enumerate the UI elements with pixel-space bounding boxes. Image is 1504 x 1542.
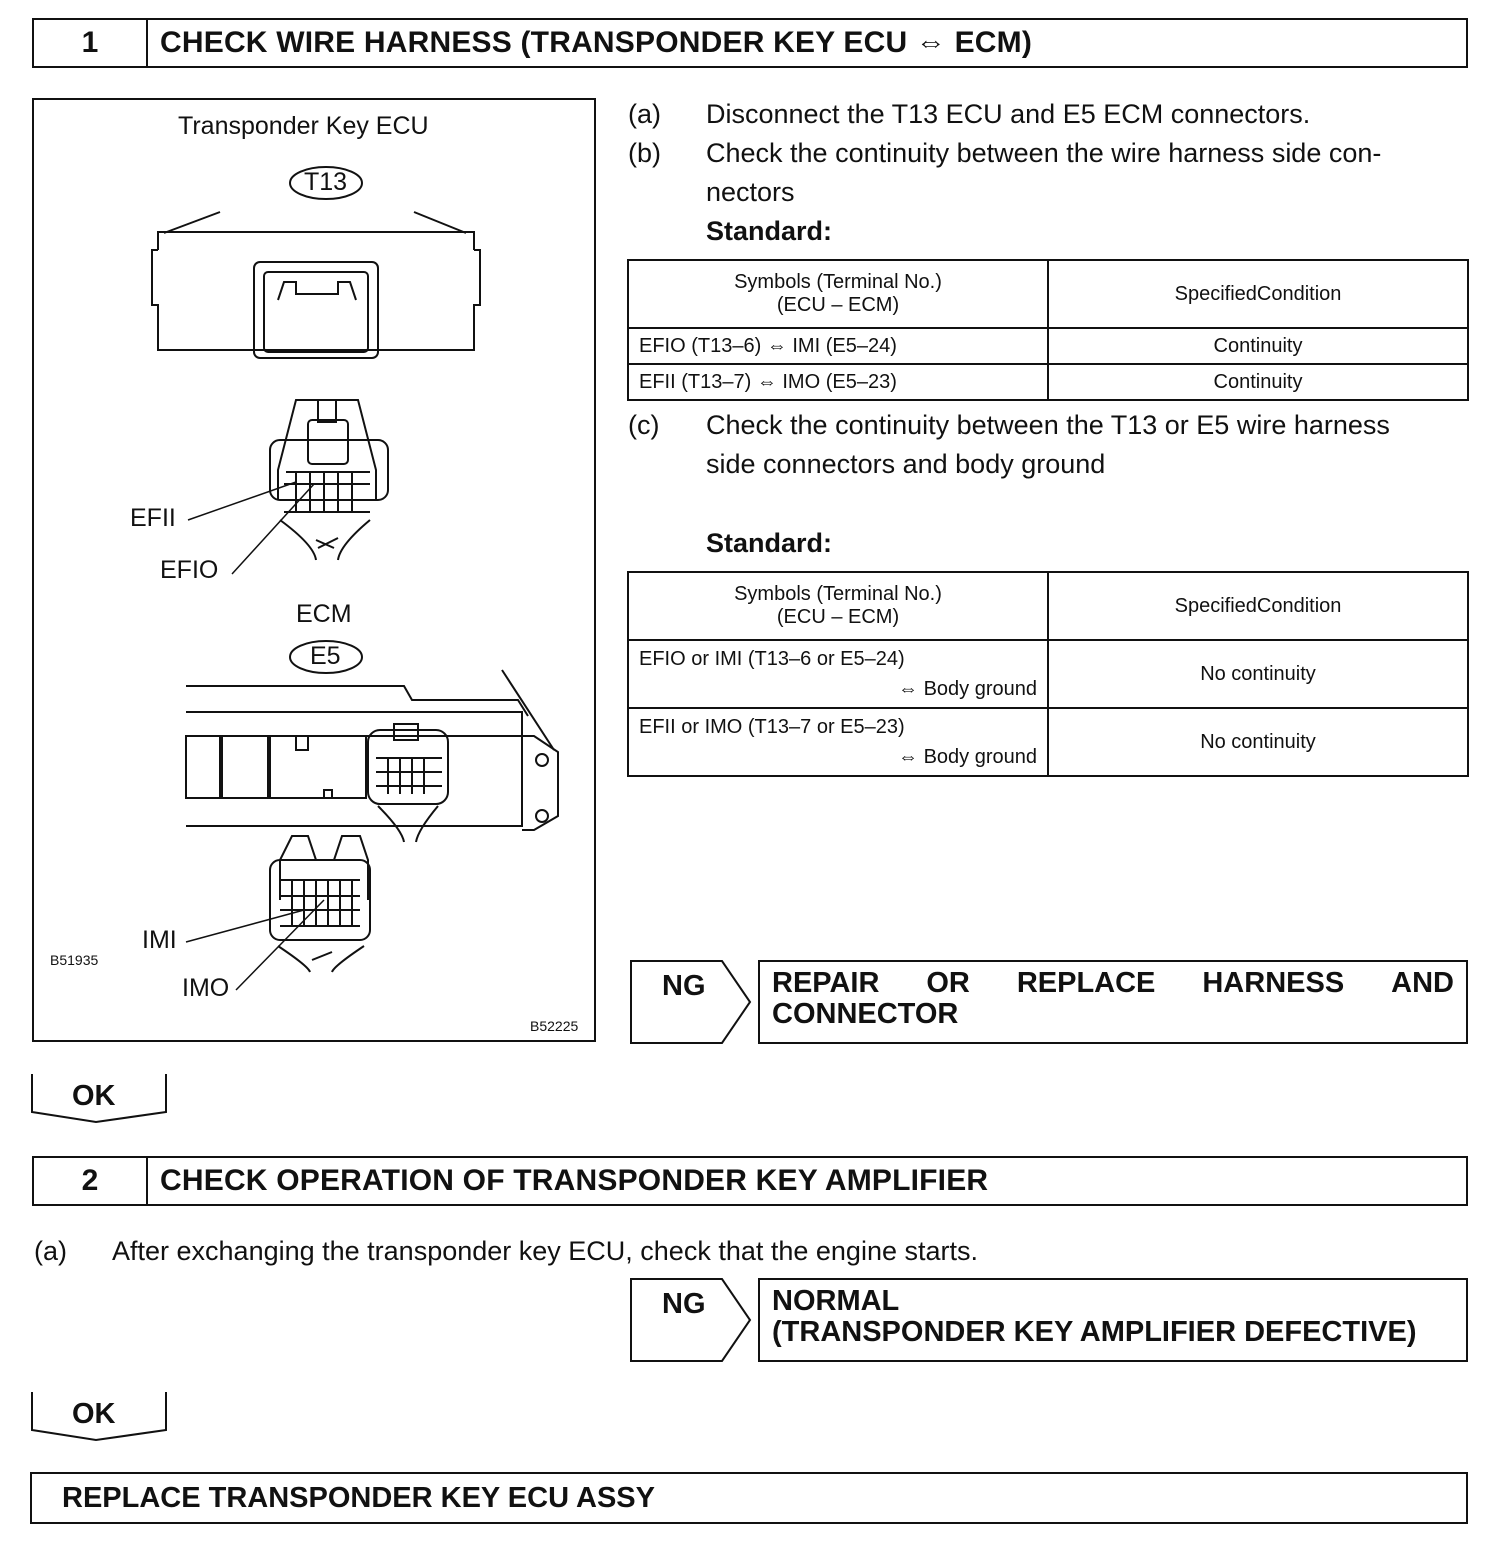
step-c: [628, 406, 1478, 486]
ng-result-2: [758, 1278, 1468, 1362]
table1-row2-condition: Continuity: [1048, 364, 1468, 400]
figure-title-ecm: ECM: [296, 600, 352, 628]
label-imo: IMO: [182, 974, 230, 1002]
ng-result-1: [758, 960, 1468, 1044]
figure-title-ecu: Transponder Key ECU: [178, 112, 429, 140]
section2-step-a: [34, 1232, 1434, 1272]
imo-leader: [236, 900, 324, 990]
step-c-text-line2: side connectors and body ground: [706, 449, 1106, 479]
ng-result-1-line2: CONNECTOR: [772, 998, 959, 1030]
ok-indicator-1: [30, 1072, 168, 1124]
table-row: [628, 364, 1468, 400]
section2-title: CHECK OPERATION OF TRANSPONDER KEY AMPLIFIER: [160, 1164, 989, 1197]
transponder-ecu-body: [152, 212, 480, 358]
section2-step-a-label: (a): [34, 1236, 67, 1266]
table2-row1-symbols: EFIO or IMI (T13–6 or E5–24) ⇔ Body ground: [628, 640, 1048, 708]
table-row: [628, 640, 1468, 708]
step-b-label: (b): [628, 138, 661, 168]
ok-indicator-2: [30, 1390, 168, 1442]
connector-drawings: [34, 100, 594, 1040]
table2-header-symbols: Symbols (Terminal No.) (ECU – ECM): [628, 572, 1048, 640]
section1-number: 1: [34, 20, 148, 66]
step-b-text-line1: Check the continuity between the wire harness side con-: [706, 138, 1382, 168]
ecm-body: [186, 670, 558, 842]
step-b: [628, 134, 1478, 214]
connector-figure: [32, 98, 596, 1042]
label-imi: IMI: [142, 926, 177, 954]
t13-harness-connector: [270, 400, 388, 560]
table1-row1-condition: Continuity: [1048, 328, 1468, 364]
label-efii: EFII: [130, 504, 176, 532]
connector-e5-label: E5: [310, 642, 341, 670]
table1-row1-symbols: EFIO (T13–6) ⇔ IMI (E5–24): [628, 328, 1048, 364]
table-row: [628, 708, 1468, 776]
ng-result-2-line2: (TRANSPONDER KEY AMPLIFIER DEFECTIVE): [772, 1316, 1417, 1348]
efii-leader: [188, 482, 296, 520]
ng-result-2-line1: NORMAL: [772, 1285, 900, 1317]
table2-row2-symbols: EFII or IMO (T13–7 or E5–23) ⇔ Body ground: [628, 708, 1048, 776]
step-a-label: (a): [628, 99, 661, 129]
section1-title: CHECK WIRE HARNESS (TRANSPONDER KEY ECU ⇔ ECM): [160, 26, 1033, 59]
section2-step-a-text: After exchanging the transponder key ECU, check that the engine starts.: [112, 1236, 978, 1266]
standard-table-1: [627, 259, 1469, 401]
figure-code-right: B52225: [530, 1018, 579, 1034]
step-c-text-line1: Check the continuity between the T13 or E5 wire harness: [706, 410, 1390, 440]
step-a-text: Disconnect the T13 ECU and E5 ECM connectors.: [706, 99, 1311, 129]
table1-row2-symbols: EFII (T13–7) ⇔ IMO (E5–23): [628, 364, 1048, 400]
table2-row2-condition: No continuity: [1048, 708, 1468, 776]
ng-label-2: NG: [662, 1288, 706, 1320]
ok-label-1: OK: [72, 1080, 116, 1112]
ng-label-1: NG: [662, 970, 706, 1002]
step-b-text-line2: nectors: [706, 177, 795, 207]
table1-header-symbols: Symbols (Terminal No.) (ECU – ECM): [628, 260, 1048, 328]
standard-label-2: Standard:: [706, 528, 833, 558]
section2-header: [32, 1156, 1468, 1206]
table2-row1-condition: No continuity: [1048, 640, 1468, 708]
table1-header-condition: SpecifiedCondition: [1048, 260, 1468, 328]
ok-label-2: OK: [72, 1398, 116, 1430]
table2-header-condition: SpecifiedCondition: [1048, 572, 1468, 640]
section2-number: 2: [34, 1158, 148, 1204]
step-c-label: (c): [628, 410, 660, 440]
table-row: [628, 328, 1468, 364]
label-efio: EFIO: [160, 556, 219, 584]
standard-label-1: Standard:: [706, 216, 833, 246]
final-action-box: [30, 1472, 1468, 1524]
step-a: [628, 95, 1478, 135]
ng-indicator-1: [630, 960, 754, 1044]
final-action-text: REPLACE TRANSPONDER KEY ECU ASSY: [62, 1482, 655, 1514]
figure-code-left: B51935: [50, 952, 99, 968]
ng-indicator-2: [630, 1278, 754, 1362]
standard-table-2: [627, 571, 1469, 777]
connector-t13-label: T13: [304, 168, 348, 196]
section1-header: [32, 18, 1468, 68]
ng-result-1-line1: REPAIR OR REPLACE HARNESS AND: [772, 967, 1454, 999]
